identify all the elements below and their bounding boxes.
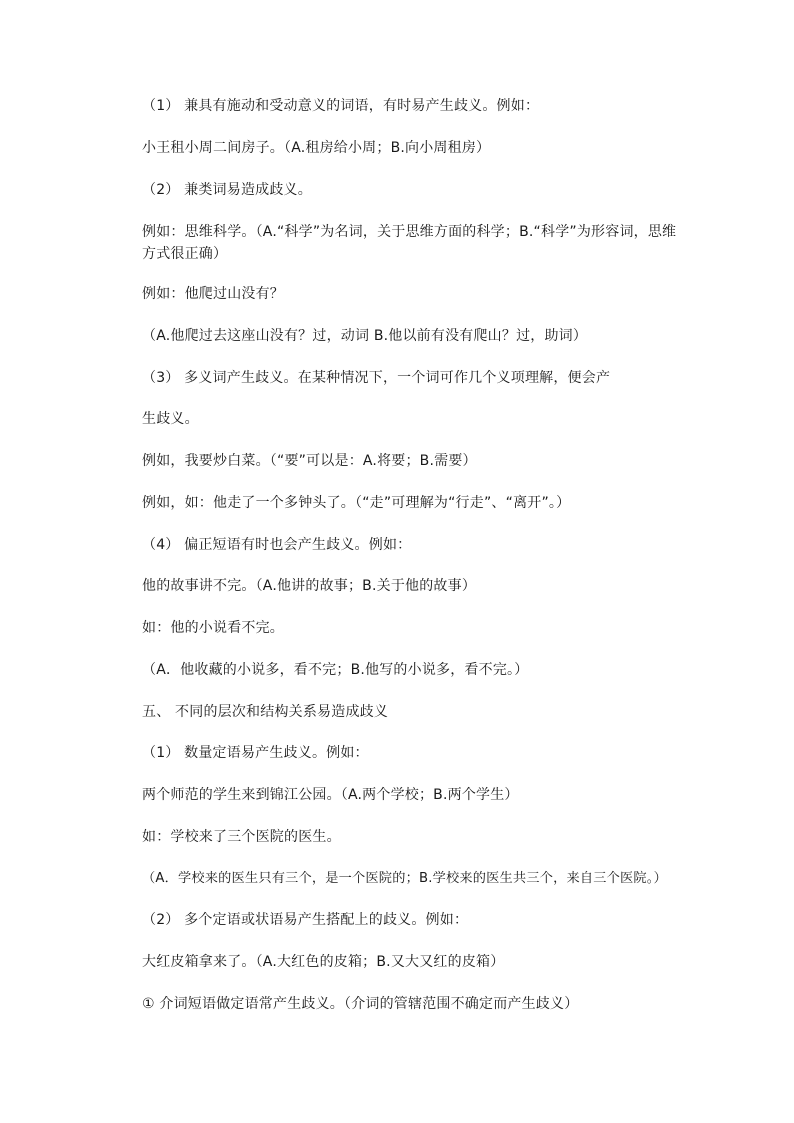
paragraph-5: 例如：他爬过山没有？ (142, 286, 284, 302)
paragraph-17: 如：学校来了三个医院的医生。 (142, 829, 341, 845)
paragraph-9: 例如，我要炒白菜。（“要”可以是：A.将要；B.需要） (142, 453, 477, 469)
paragraph-18: （A．学校来的医生只有三个，是一个医院的；B.学校来的医生共三个，来自三个医院。） (142, 871, 667, 886)
paragraph-4-text: 例如：思维科学。（A.“科学”为名词，关于思维方面的科学；B.“科学”为形容词，思维方式很正确） (142, 224, 677, 262)
paragraph-3: （2） 兼类词易造成歧义。 (142, 182, 312, 198)
paragraph-14: （A．他收藏的小说多，看不完；B.他写的小说多，看不完。） (142, 662, 529, 678)
paragraph-11: （4） 偏正短语有时也会产生歧义。例如： (142, 537, 412, 553)
paragraph-13: 如：他的小说看不完。 (142, 620, 284, 636)
paragraph-7: （3） 多义词产生歧义。在某种情况下，一个词可作几个义项理解，便会产 (142, 370, 611, 386)
paragraph-16: 两个师范的学生来到锦江公园。（A.两个学校；B.两个学生） (142, 787, 519, 803)
paragraph-15: （1） 数量定语易产生歧义。例如： (142, 745, 369, 761)
paragraph-10: 例如，如：他走了一个多钟头了。（“走”可理解为“行走”、“离开”。） (142, 495, 571, 511)
section-heading-5: 五、 不同的层次和结构关系易造成歧义 (142, 704, 389, 720)
paragraph-21: ① 介词短语做定语常产生歧义。（介词的管辖范围不确定而产生歧义） (142, 996, 579, 1012)
paragraph-20: 大红皮箱拿来了。（A.大红色的皮箱；B.又大又红的皮箱） (142, 954, 505, 970)
paragraph-6: （A.他爬过去这座山没有？过，动词 B.他以前有没有爬山？过，助词） (142, 328, 588, 344)
paragraph-8: 生歧义。 (142, 411, 199, 427)
paragraph-1: （1） 兼具有施动和受动意义的词语，有时易产生歧义。例如： (142, 98, 540, 114)
paragraph-4 (142, 221, 678, 265)
paragraph-12: 他的故事讲不完。（A.他讲的故事；B.关于他的故事） (142, 578, 477, 594)
paragraph-19: （2） 多个定语或状语易产生搭配上的歧义。例如： (142, 912, 469, 928)
paragraph-2: 小王租小周二间房子。（A.租房给小周；B.向小周租房） (142, 140, 491, 156)
